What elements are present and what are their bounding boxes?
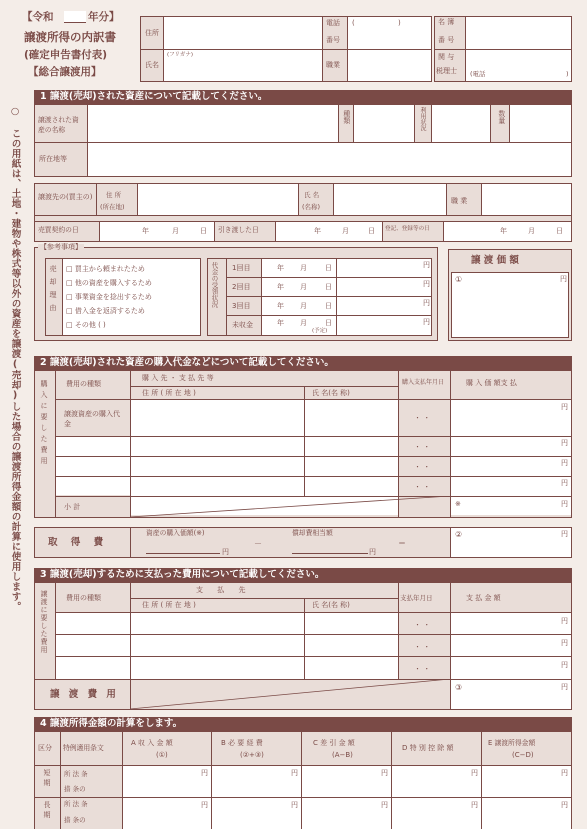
acq-yen3: 円 — [561, 530, 568, 538]
payment-1: 1回目 — [232, 264, 251, 272]
yen-p2: 円 — [423, 280, 430, 288]
contract-date-field[interactable] — [100, 222, 214, 241]
exp-name-header: 氏 名(名 称) — [312, 601, 350, 609]
d1: 日 — [200, 227, 207, 235]
asset-name-label: 譲渡された資産の名称 — [38, 116, 79, 134]
col-c: C 差 引 金 額 — [313, 739, 355, 747]
col-a: A 収 入 金 額 — [131, 739, 173, 747]
yen-b1: 円 — [561, 617, 568, 625]
pm2: 月 — [300, 283, 307, 291]
buyer-job-field[interactable] — [482, 184, 571, 215]
yen-b4: 円 — [561, 683, 568, 691]
acq-calc1: 資産の購入価額(※) — [146, 529, 205, 537]
roster-name-label: 名 簿 — [438, 18, 455, 26]
payment-3: 3回目 — [232, 302, 251, 310]
exp-date-header: 支払年月日 — [400, 594, 433, 602]
price-yen: 円 — [560, 275, 567, 283]
address-label: 住所 — [145, 29, 159, 37]
y-l2: 円 — [291, 801, 298, 809]
col-e: E 譲渡所得金額 — [488, 739, 536, 747]
acq-eq: ＝ — [398, 539, 406, 548]
date-header: 購入支払年月日 — [402, 379, 445, 386]
kind-label: 種類 — [341, 110, 350, 124]
m3: 月 — [528, 227, 535, 235]
circle2: ② — [455, 530, 463, 539]
addr-header: 住 所 ( 所 在 地 ) — [142, 389, 196, 397]
dots1: ・ ・ — [414, 414, 431, 422]
y-s2: 円 — [291, 769, 298, 777]
payment-2: 2回目 — [232, 283, 251, 291]
tax-accountant-label: 関 与 — [438, 53, 455, 61]
subtotal-label: 小 計 — [64, 503, 81, 511]
expense-type-area[interactable] — [56, 613, 130, 679]
sub-a: (①) — [156, 751, 168, 759]
y-l4: 円 — [471, 801, 478, 809]
yen-p1: 円 — [423, 261, 430, 269]
amount-header: 購 入 価 額支 払 — [466, 379, 517, 387]
reason-1[interactable]: □ 買主から頼まれたため — [66, 265, 145, 273]
col-kubun: 区分 — [38, 744, 52, 752]
measure-short: 措 条の — [64, 785, 86, 793]
law-short: 所 法 条 — [64, 770, 88, 778]
expense-side-label: 譲渡に要した費用 — [40, 590, 48, 654]
acq-minus: － — [254, 539, 262, 548]
y-l3: 円 — [381, 801, 388, 809]
d2: 日 — [368, 227, 375, 235]
asset-kind-field[interactable] — [354, 105, 414, 142]
reason-label: 売却理由 — [49, 265, 57, 317]
buyer-name-label: 氏 名 — [304, 191, 320, 199]
form-subtitle: (確定申告書付表) — [24, 49, 108, 61]
name-label: 氏名 — [145, 61, 159, 69]
occupation-label: 職業 — [326, 61, 340, 69]
y-s4: 円 — [471, 769, 478, 777]
reference-label: 【参考事項】 — [40, 243, 82, 251]
yen-a3: 円 — [561, 459, 568, 467]
sub-e: (C−D) — [512, 751, 534, 759]
phone-paren-l: ( — [352, 19, 355, 27]
y-s1: 円 — [201, 769, 208, 777]
pd2: 日 — [325, 283, 332, 291]
side-note: ○ この用紙は、土地・建物や株式等以外の資産を譲渡(売却)した場合の譲渡所得金額の計算に使用します。 — [9, 106, 21, 612]
year-input[interactable] — [64, 11, 86, 23]
acq-yen2: 円 — [369, 548, 376, 556]
reason-2[interactable]: □ 他の資産を購入するため — [66, 279, 152, 287]
name-header: 氏 名(名 称) — [312, 389, 350, 397]
asset-qty-field[interactable] — [510, 105, 571, 142]
dots3: ・ ・ — [414, 463, 431, 471]
m2: 月 — [342, 227, 349, 235]
yen-a5: 円 — [561, 500, 568, 508]
exp-cost-type-header: 費用の種類 — [66, 594, 101, 602]
acq-field[interactable] — [451, 528, 571, 557]
dots6: ・ ・ — [414, 643, 431, 651]
buyer-addr-label2: (所在地) — [100, 203, 125, 211]
location-field[interactable] — [88, 143, 571, 176]
buyer-addr-label: 住 所 — [106, 191, 122, 199]
y-s5: 円 — [561, 769, 568, 777]
y-l5: 円 — [561, 801, 568, 809]
furigana-label: (フリガナ) — [167, 52, 194, 58]
pm4: 月 — [300, 319, 307, 327]
year-label: 【令和 — [22, 11, 54, 23]
expense-payee-area[interactable] — [130, 613, 398, 679]
pm3: 月 — [300, 302, 307, 310]
tax-phone-label: (電話 — [470, 70, 486, 78]
payment-label: 代金の受領状況 — [210, 262, 219, 308]
subtotal-field[interactable] — [450, 497, 571, 515]
row-long: 長期 — [43, 801, 51, 821]
form-kind: 【総合譲渡用】 — [28, 66, 102, 78]
occupation-field[interactable] — [348, 50, 431, 81]
y3: 年 — [500, 227, 507, 235]
section2-title: 2 譲渡(売却)された資産の購入代金などについて記載してください。 — [34, 356, 572, 370]
col-tokurei: 特例適用条文 — [63, 744, 104, 752]
buyer-label: 譲渡先の(買主の) — [38, 193, 93, 201]
price-field[interactable] — [451, 272, 569, 338]
acq-label: 取 得 費 — [48, 537, 109, 548]
dots7: ・ ・ — [414, 665, 431, 673]
py4: 年 — [277, 319, 284, 327]
cost-type-header: 費用の種類 — [66, 380, 101, 388]
pd4: 日 — [325, 319, 332, 327]
exp-amount-header: 支 払 金 額 — [466, 594, 501, 602]
payment-4: 未収金 — [232, 321, 253, 329]
buyer-name-label2: (名称) — [302, 203, 321, 211]
form-title: 譲渡所得の内訳書 — [24, 30, 116, 44]
roster-field[interactable] — [466, 17, 571, 49]
expected-label: (予定) — [312, 328, 328, 334]
yen-p4: 円 — [423, 318, 430, 326]
subtotal-note: ※ — [455, 500, 461, 508]
reason-3[interactable]: □ 事業資金を捻出するため — [66, 293, 152, 301]
expense-amount-area[interactable] — [450, 613, 571, 679]
sub-c: (A−B) — [332, 751, 353, 759]
register-date-label: 登記、登録等の日 — [385, 226, 430, 232]
law-long: 所 法 条 — [64, 800, 88, 808]
payee-header: 購 入 先 ・ 支 払 先 等 — [142, 374, 214, 382]
dots2: ・ ・ — [414, 443, 431, 451]
expense-total-label: 譲 渡 費 用 — [50, 689, 119, 700]
col-d: D 特 別 控 除 額 — [402, 744, 454, 752]
dots4: ・ ・ — [414, 483, 431, 491]
exp-addr-header: 住 所 ( 所 在 地 ) — [142, 601, 196, 609]
phone-paren-r: ) — [398, 19, 401, 27]
yen-p3: 円 — [423, 299, 430, 307]
purchase-amount-area[interactable] — [450, 400, 571, 496]
buyer-address-field[interactable] — [138, 184, 298, 215]
row-short: 短期 — [43, 769, 51, 789]
circle1: ① — [455, 275, 463, 284]
asset-name-field[interactable] — [88, 105, 338, 142]
buyer-job-label: 職 業 — [451, 197, 468, 205]
qty-label: 数量 — [496, 110, 505, 124]
delivery-date-field[interactable] — [276, 222, 382, 241]
expense-diagonal — [130, 679, 450, 710]
py3: 年 — [277, 302, 284, 310]
y-l1: 円 — [201, 801, 208, 809]
py1: 年 — [277, 264, 284, 272]
yen-a1: 円 — [561, 403, 568, 411]
tax-phone-paren: ) — [566, 70, 569, 78]
col-b: B 必 要 経 費 — [221, 739, 263, 747]
location-label: 所在地等 — [39, 155, 67, 163]
y2: 年 — [314, 227, 321, 235]
year-suffix: 年分】 — [88, 11, 120, 23]
yen-a4: 円 — [561, 479, 568, 487]
subtotal-diagonal — [130, 496, 450, 518]
expense-total-field[interactable] — [451, 680, 571, 709]
price-label: 譲 渡 価 額 — [471, 255, 519, 266]
purchase-type-area[interactable] — [56, 436, 130, 495]
m1: 月 — [172, 227, 179, 235]
use-label: 利用状況 — [419, 107, 426, 131]
address-field[interactable] — [164, 17, 322, 49]
reason-4[interactable]: □ 借入金を返済するため — [66, 307, 145, 315]
exp-payee-header: 支 払 先 — [196, 586, 252, 594]
contract-date-label: 売買契約の日 — [38, 226, 79, 234]
sub-b: (②+③) — [240, 751, 264, 759]
section1-title: 1 譲渡(売却)された資産について記載してください。 — [34, 90, 572, 104]
pm1: 月 — [300, 264, 307, 272]
purchase-cost-label: 譲渡資産の購入代金 — [64, 410, 120, 428]
py2: 年 — [277, 283, 284, 291]
acq-yen1: 円 — [222, 548, 229, 556]
acq-calc2: 償却費相当額 — [292, 529, 333, 537]
phone-label: 電話 — [326, 19, 340, 27]
d3: 日 — [556, 227, 563, 235]
reason-5[interactable]: □ その他 ( ) — [66, 321, 106, 329]
yen-b3: 円 — [561, 661, 568, 669]
pd1: 日 — [325, 264, 332, 272]
dots5: ・ ・ — [414, 621, 431, 629]
section4-title: 4 譲渡所得金額の計算をします。 — [34, 717, 572, 731]
tax-accountant-label2: 税理士 — [436, 67, 457, 75]
yen-b2: 円 — [561, 639, 568, 647]
buyer-name-field[interactable] — [334, 184, 446, 215]
purchase-side-label: 購入に要した費用 — [40, 380, 48, 468]
phone-field[interactable] — [348, 17, 431, 49]
asset-use-field[interactable] — [432, 105, 490, 142]
register-date-field[interactable] — [444, 222, 571, 241]
circle3: ③ — [455, 683, 463, 692]
number-label: 番号 — [326, 36, 340, 44]
section3-title: 3 譲渡(売却)するために支払った費用について記載してください。 — [34, 568, 572, 582]
delivery-date-label: 引き渡した日 — [218, 226, 259, 234]
y1: 年 — [142, 227, 149, 235]
measure-long: 措 条の — [64, 816, 86, 824]
pd3: 日 — [325, 302, 332, 310]
yen-a2: 円 — [561, 439, 568, 447]
roster-number-label: 番 号 — [438, 36, 455, 44]
y-s3: 円 — [381, 769, 388, 777]
